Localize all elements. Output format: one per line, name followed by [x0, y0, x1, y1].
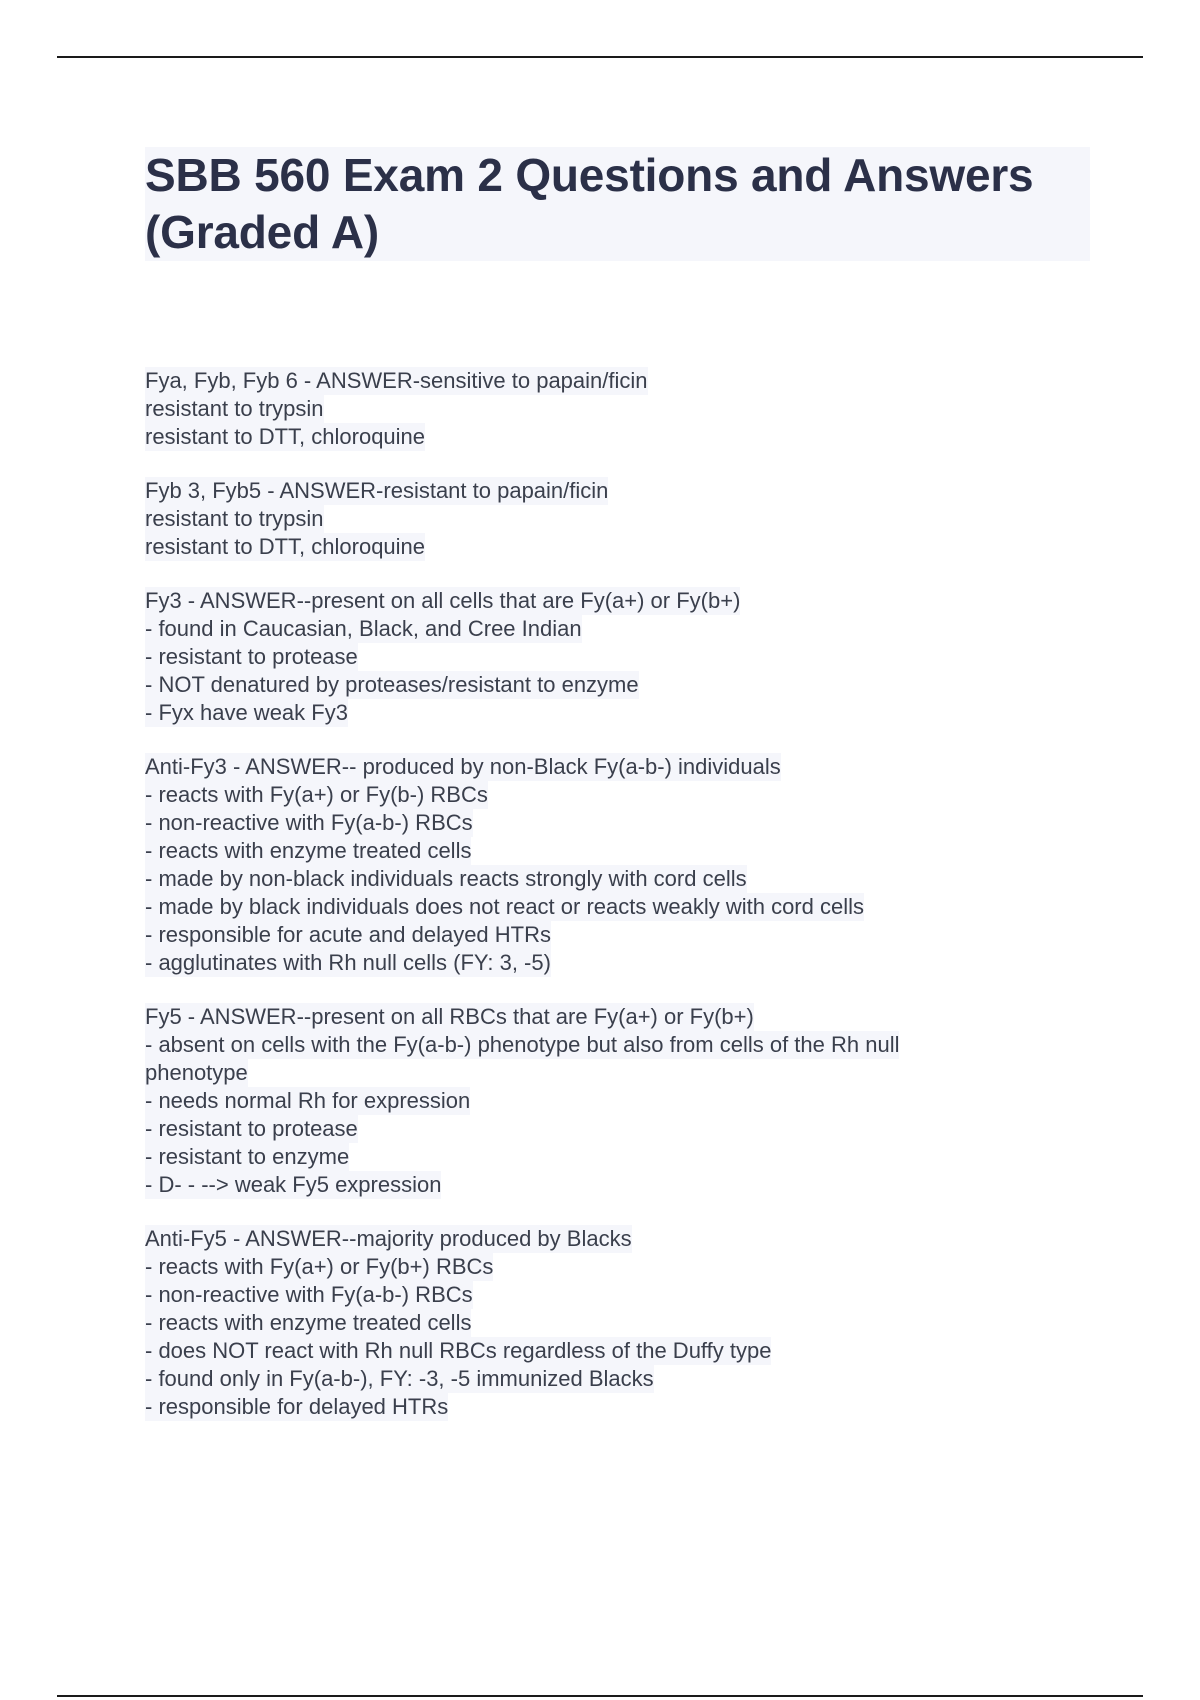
qa-line: - resistant to enzyme — [145, 1144, 350, 1169]
title-line: (Graded A) — [145, 206, 379, 258]
qa-line: Fy3 - ANSWER--present on all cells that are Fy(a+) or Fy(b+) — [145, 588, 741, 613]
qa-line: Anti-Fy5 - ANSWER--majority produced by Blacks — [145, 1226, 632, 1251]
qa-line: - reacts with Fy(a+) or Fy(b-) RBCs — [145, 782, 488, 807]
qa-entry-anti-fy5 — [145, 1225, 1045, 1421]
qa-entry-anti-fy3 — [145, 753, 1045, 977]
qa-entry-fy3 — [145, 587, 1045, 727]
qa-line: - reacts with enzyme treated cells — [145, 838, 472, 863]
qa-line: Anti-Fy3 - ANSWER-- produced by non-Black Fy(a-b-) individuals — [145, 754, 781, 779]
qa-line: - found only in Fy(a-b-), FY: -3, -5 immunized Blacks — [145, 1366, 654, 1391]
qa-line: - absent on cells with the Fy(a-b-) phenotype but also from cells of the Rh null — [145, 1032, 900, 1057]
qa-line: - resistant to protease — [145, 644, 358, 669]
qa-line: - agglutinates with Rh null cells (FY: 3, -5) — [145, 950, 551, 975]
qa-line: - non-reactive with Fy(a-b-) RBCs — [145, 1282, 473, 1307]
qa-line: - responsible for delayed HTRs — [145, 1394, 449, 1419]
qa-line: - does NOT react with Rh null RBCs regardless of the Duffy type — [145, 1338, 772, 1363]
qa-entry-fy5 — [145, 1003, 1045, 1199]
title-block — [145, 147, 1090, 261]
qa-line: - D- - --> weak Fy5 expression — [145, 1172, 442, 1197]
qa-line: Fy5 - ANSWER--present on all RBCs that are Fy(a+) or Fy(b+) — [145, 1004, 754, 1029]
qa-list — [145, 367, 1045, 1447]
qa-line: - found in Caucasian, Black, and Cree Indian — [145, 616, 582, 641]
qa-line: - reacts with Fy(a+) or Fy(b+) RBCs — [145, 1254, 494, 1279]
qa-line: phenotype — [145, 1060, 248, 1085]
header-rule — [57, 56, 1143, 58]
qa-line: resistant to trypsin — [145, 396, 324, 421]
qa-line: resistant to DTT, chloroquine — [145, 534, 426, 559]
qa-line: resistant to DTT, chloroquine — [145, 424, 426, 449]
qa-line: Fya, Fyb, Fyb 6 - ANSWER-sensitive to papain/ficin — [145, 368, 648, 393]
qa-line: - reacts with enzyme treated cells — [145, 1310, 472, 1335]
qa-line: - Fyx have weak Fy3 — [145, 700, 348, 725]
footer-rule — [57, 1695, 1143, 1697]
qa-line: - responsible for acute and delayed HTRs — [145, 922, 551, 947]
qa-line: - non-reactive with Fy(a-b-) RBCs — [145, 810, 473, 835]
qa-entry-fya-fyb-fyb6 — [145, 367, 1045, 451]
qa-line: - resistant to protease — [145, 1116, 358, 1141]
qa-line: - NOT denatured by proteases/resistant to enzyme — [145, 672, 639, 697]
title-line: SBB 560 Exam 2 Questions and Answers — [145, 149, 1034, 201]
qa-line: - made by black individuals does not react or reacts weakly with cord cells — [145, 894, 864, 919]
qa-line: resistant to trypsin — [145, 506, 324, 531]
document-title — [145, 147, 1090, 261]
qa-entry-fyb3-fyb5 — [145, 477, 1045, 561]
qa-line: Fyb 3, Fyb5 - ANSWER-resistant to papain/ficin — [145, 478, 609, 503]
qa-line: - needs normal Rh for expression — [145, 1088, 471, 1113]
qa-line: - made by non-black individuals reacts strongly with cord cells — [145, 866, 747, 891]
